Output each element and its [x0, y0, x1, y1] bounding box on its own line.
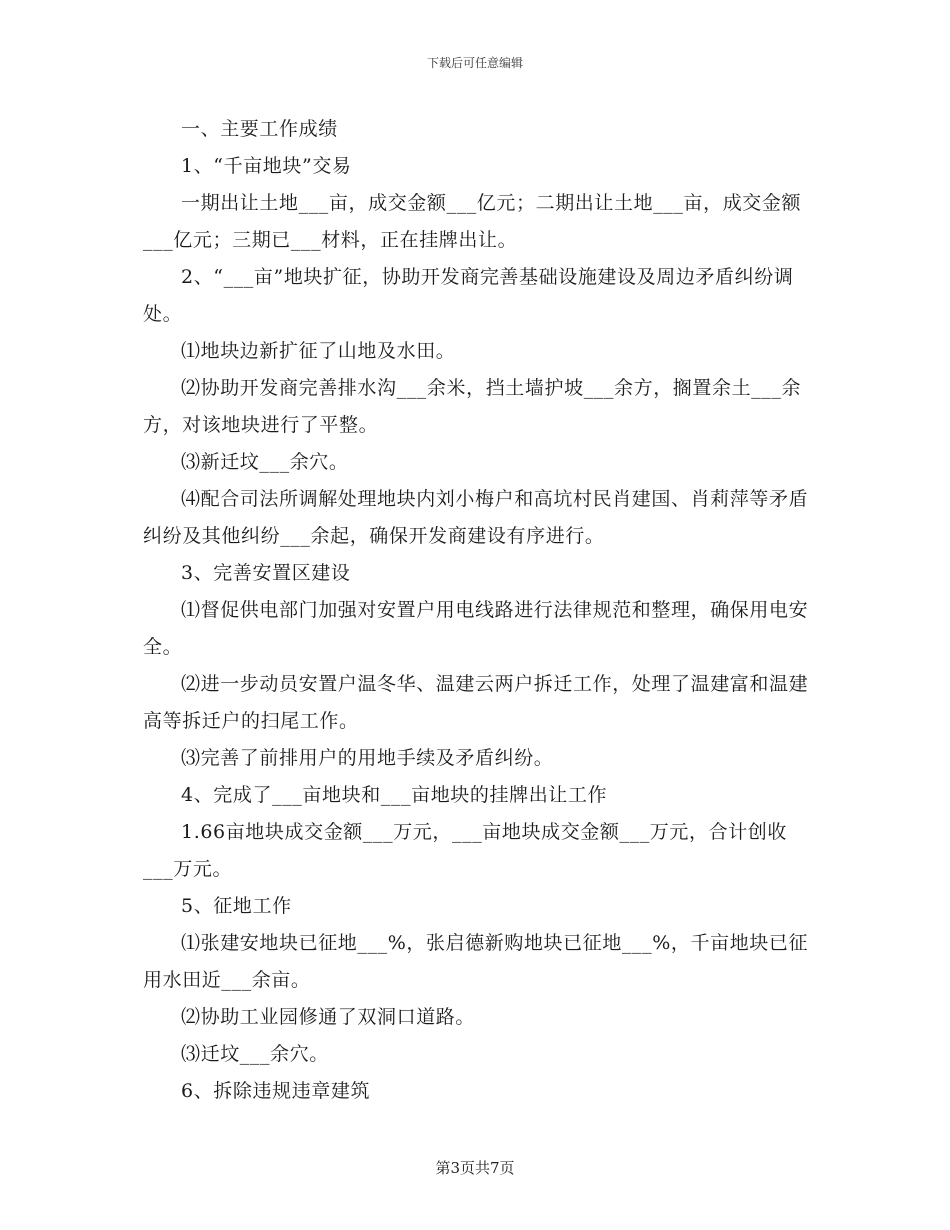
section-heading: 一、主要工作成绩 [181, 118, 338, 140]
subsection-heading: 4、完成了___亩地块和___亩地块的挂牌出让工作 [181, 784, 608, 806]
subsection-heading: 3、完善安置区建设 [181, 562, 351, 584]
page-header: 下载后可任意编辑 [426, 56, 523, 70]
page-number: 第3页共7页 [435, 1159, 515, 1177]
paragraph: 1.66亩地块成交金额___万元，___亩地块成交金额___万元，合计创收___万元。 [143, 821, 788, 880]
list-item: ⑴督促供电部门加强对安置户用电线路进行法律规范和整理，确保用电安全。 [143, 599, 809, 658]
paragraph: 一期出让土地___亩，成交金额___亿元；二期出让土地___亩，成交金额___亿元；三期已___材料，正在挂牌出让。 [143, 192, 802, 251]
list-item: ⑵进一步动员安置户温冬华、温建云两户拆迁工作，处理了温建富和温建高等拆迁户的扫尾工作。 [143, 673, 809, 732]
list-item: ⑵协助工业园修通了双洞口道路。 [181, 1006, 476, 1028]
subsection-heading: 1、“千亩地块”交易 [181, 155, 352, 177]
document-body [143, 111, 813, 1110]
list-item: ⑴张建安地块已征地___%，张启德新购地块已征地___%，千亩地块已征用水田近___余亩。 [143, 932, 809, 991]
list-item: ⑶完善了前排用户的用地手续及矛盾纠纷。 [181, 747, 554, 769]
subsection-heading: 6、拆除违规违章建筑 [181, 1080, 371, 1102]
list-item: ⑵协助开发商完善排水沟___余米，挡土墙护坡___余方，搁置余土___余方，对该地块进行了平整。 [143, 377, 802, 436]
subsection-heading: 2、“___亩”地块扩征，协助开发商完善基础设施建设及周边矛盾纠纷调处。 [143, 266, 794, 325]
list-item: ⑶新迁坟___余穴。 [181, 451, 349, 473]
subsection-heading: 5、征地工作 [181, 895, 292, 917]
list-item: ⑷配合司法所调解处理地块内刘小梅户和高坑村民肖建国、肖莉萍等矛盾纠纷及其他纠纷___余起，确保开发商建设有序进行。 [143, 488, 809, 547]
list-item: ⑶迁坟___余穴。 [181, 1043, 329, 1065]
list-item: ⑴地块边新扩征了山地及水田。 [181, 340, 456, 362]
